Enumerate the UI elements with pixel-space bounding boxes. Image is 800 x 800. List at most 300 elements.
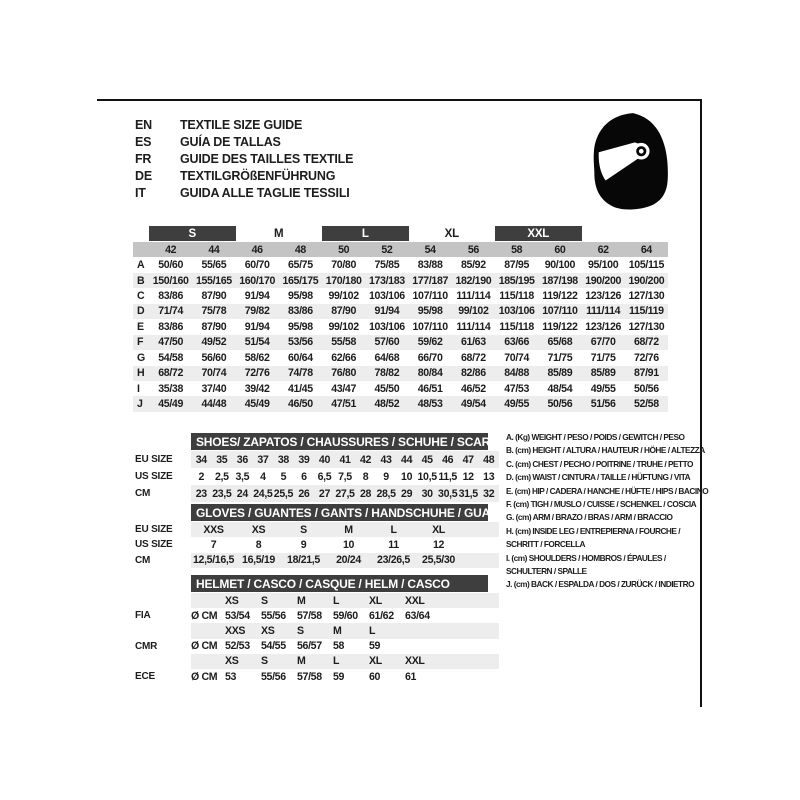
- shoes-value-cell: 10,5: [417, 470, 437, 483]
- size-value-cell: 103/106: [368, 320, 405, 333]
- helmet-value-cell: 60: [369, 670, 381, 683]
- size-column-header: 64: [625, 242, 668, 257]
- size-value-cell: 150/160: [149, 273, 192, 288]
- shoes-value-cell: 24,5: [253, 487, 273, 500]
- helmet-size-header: L: [333, 594, 340, 607]
- gloves-value-cell: XL: [432, 523, 445, 536]
- shoes-value-cell: 2: [198, 470, 205, 483]
- helmet-size-header: XS: [261, 624, 275, 637]
- size-value-cell: 95/100: [587, 259, 619, 272]
- size-value-cell: 115/118: [499, 320, 534, 333]
- helmet-value-cell: 56/57: [297, 640, 322, 653]
- helmet-size-header: L: [333, 655, 340, 668]
- language-line: [135, 150, 353, 167]
- shoes-value-cell: 41: [339, 453, 351, 466]
- gloves-value-cell: 8: [255, 538, 262, 551]
- helmet-size-header: XL: [369, 655, 382, 668]
- helmet-rows: [191, 593, 499, 684]
- helmet-size-header: S: [261, 655, 268, 668]
- helmet-size-header: M: [333, 624, 342, 637]
- size-value-cell: 70/80: [331, 259, 356, 272]
- size-value-cell: 107/110: [538, 304, 581, 319]
- gloves-row-label: CM: [135, 554, 151, 566]
- helmet-size-header: M: [297, 655, 306, 668]
- shoes-row-labels: [135, 451, 191, 502]
- size-value-cell: 127/130: [628, 320, 665, 333]
- shoes-value-cell: 23: [195, 487, 207, 500]
- helmet-sizes-row: [191, 593, 499, 608]
- size-value-cell: 127/130: [628, 290, 665, 303]
- legend-item: J. (cm) BACK / ESPALDA / DOS / ZURÜCK / INDIETRO: [506, 579, 695, 590]
- helmet-table-title: HELMET / CASCO / CASQUE / HELM / CASCO: [191, 575, 488, 592]
- size-value-cell: 87/90: [201, 320, 227, 333]
- size-value-cell: 45/50: [374, 382, 400, 395]
- helmet-size-header: M: [297, 594, 306, 607]
- shoes-value-cell: 12: [462, 470, 474, 483]
- helmet-table-body: [135, 593, 499, 684]
- size-value-cell: 95/98: [287, 290, 313, 303]
- shoes-row-label: EU SIZE: [135, 454, 173, 465]
- gloves-table-row: [191, 537, 499, 552]
- measure-row-letter: E: [137, 320, 144, 333]
- page-right-rule: [700, 99, 702, 707]
- size-group-spacer: [582, 226, 625, 241]
- size-group-spacer: [133, 226, 149, 241]
- size-value-cell: 60/64: [287, 351, 313, 364]
- gloves-table-body: [135, 522, 499, 568]
- shoes-value-cell: 4: [260, 470, 266, 483]
- size-value-cell: 72/76: [633, 351, 659, 364]
- size-value-cell: 80/84: [409, 366, 452, 381]
- size-value-cell: 75/78: [192, 304, 235, 319]
- size-value-cell: 107/110: [412, 290, 448, 303]
- gloves-table-row: [191, 522, 499, 537]
- helmet-unit-spacer: [191, 623, 225, 638]
- measure-row-letter: D: [133, 304, 149, 319]
- shoes-value-cell: 43: [380, 453, 392, 466]
- size-value-cell: 50/60: [158, 259, 183, 272]
- size-value-cell: 63/66: [495, 335, 538, 350]
- helmet-value-cell: 55/56: [261, 670, 286, 683]
- language-line: [135, 116, 353, 133]
- helmet-row-label-spacer: [135, 593, 191, 608]
- size-value-cell: 50/56: [633, 382, 659, 395]
- size-value-cell: 103/106: [495, 304, 538, 319]
- size-value-cell: 115/119: [625, 304, 668, 319]
- size-value-cell: 173/183: [365, 273, 408, 288]
- language-line: [135, 167, 353, 184]
- size-column-header: 62: [582, 242, 625, 257]
- measure-row-letter: F: [133, 335, 149, 350]
- size-value-cell: 82/86: [452, 366, 495, 381]
- size-value-cell: 95/98: [287, 320, 313, 333]
- gloves-value-cell: S: [300, 523, 307, 536]
- helmet-value-cell: 59: [333, 670, 345, 683]
- size-value-cell: 39/42: [244, 382, 270, 395]
- helmet-standard-label: CMR: [135, 640, 158, 652]
- shoes-value-cell: 3,5: [235, 470, 250, 483]
- size-value-cell: 72/76: [236, 366, 279, 381]
- size-value-cell: 85/92: [460, 259, 486, 272]
- size-value-cell: 111/114: [582, 304, 625, 319]
- size-value-cell: 44/48: [192, 396, 235, 411]
- gloves-row-label: US SIZE: [135, 539, 173, 551]
- shoes-value-cell: 5: [280, 470, 287, 483]
- language-line: [135, 133, 353, 150]
- size-value-cell: 160/170: [236, 273, 279, 288]
- size-value-cell: 190/200: [582, 273, 625, 288]
- shoes-value-cell: 28: [359, 487, 372, 500]
- shoes-value-cell: 39: [298, 453, 310, 466]
- helmet-row-label-spacer: [135, 623, 191, 638]
- size-value-cell: 55/65: [201, 259, 227, 272]
- legend-item: G. (cm) ARM / BRAZO / BRAS / ARM / BRACCIO: [506, 512, 673, 523]
- helmet-size-table: [135, 575, 499, 684]
- size-value-cell: 67/70: [582, 335, 625, 350]
- size-value-cell: 119/122: [542, 320, 578, 333]
- gloves-value-cell: L: [390, 523, 397, 536]
- helmet-unit-cell: Ø CM: [191, 609, 218, 622]
- gloves-value-cell: 20/24: [336, 554, 361, 567]
- shoes-value-cell: 26: [298, 487, 310, 500]
- size-value-cell: 71/75: [547, 351, 573, 364]
- size-value-cell: 83/88: [417, 259, 443, 272]
- measure-row-letter: G: [137, 351, 145, 364]
- page-top-rule: [97, 99, 702, 101]
- size-value-cell: 87/95: [504, 259, 529, 272]
- size-value-cell: 52/58: [625, 396, 668, 411]
- gloves-value-cell: 18/21,5: [287, 554, 320, 567]
- size-value-cell: 46/50: [279, 396, 322, 411]
- helmet-value-cell: 58: [333, 640, 345, 653]
- size-value-cell: 49/55: [590, 382, 616, 395]
- size-value-cell: 66/70: [417, 351, 443, 364]
- size-value-cell: 165/175: [279, 273, 322, 288]
- size-column-header: 44: [192, 242, 235, 257]
- size-column-header: 60: [538, 242, 581, 257]
- helmet-size-header: XXS: [225, 624, 246, 637]
- helmet-values-row: [191, 608, 499, 623]
- helmet-size-header: S: [297, 624, 304, 637]
- size-value-cell: 187/198: [538, 273, 581, 288]
- shoes-table-row: [191, 485, 499, 502]
- size-column-header: 52: [365, 242, 408, 257]
- size-value-cell: 48/52: [365, 396, 408, 411]
- size-value-cell: 48/54: [547, 382, 573, 395]
- size-value-cell: 71/75: [590, 351, 616, 364]
- size-group-label: XL: [444, 227, 459, 240]
- size-value-cell: 85/89: [582, 366, 625, 381]
- size-value-cell: 65/68: [538, 335, 581, 350]
- gloves-value-cell: XXS: [203, 523, 224, 536]
- guide-title: TEXTILGRÖßENFÜHRUNG: [180, 168, 336, 183]
- size-group-label: M: [274, 227, 284, 240]
- size-value-cell: 74/78: [279, 366, 322, 381]
- helmet-value-cell: 57/58: [297, 670, 322, 683]
- helmet-row-labels: [135, 593, 191, 684]
- legend-item: D. (cm) WAIST / CINTURA / TAILLE / HÜFTUNG / VITA: [506, 472, 691, 483]
- size-value-cell: 49/55: [495, 396, 538, 411]
- shoes-value-cell: 24: [236, 487, 248, 500]
- size-value-cell: 68/72: [149, 366, 192, 381]
- size-value-cell: 95/98: [409, 304, 452, 319]
- gloves-value-cell: M: [344, 523, 353, 536]
- shoes-value-cell: 8: [362, 470, 369, 483]
- size-value-cell: 49/52: [192, 335, 235, 350]
- measure-row-letter: B: [133, 273, 149, 288]
- size-value-cell: 105/115: [628, 259, 664, 272]
- size-value-cell: 46/51: [417, 382, 443, 395]
- size-value-cell: 182/190: [452, 273, 495, 288]
- gloves-row-labels: [135, 522, 191, 568]
- language-title-list: [135, 116, 353, 201]
- size-value-cell: 107/110: [412, 320, 448, 333]
- helmet-value-cell: 53/54: [225, 609, 250, 622]
- helmet-size-header: XS: [225, 655, 239, 668]
- helmet-size-header: XXL: [405, 655, 425, 668]
- measure-row-letter: I: [137, 382, 140, 395]
- helmet-unit-cell: Ø CM: [191, 670, 218, 683]
- size-value-cell: 37/40: [201, 382, 227, 395]
- gloves-value-cell: XS: [251, 523, 266, 536]
- gloves-value-cell: 25,5/30: [422, 554, 455, 567]
- legend-item: B. (cm) HEIGHT / ALTURA / HAUTEUR / HÖHE / ALTEZZA: [506, 445, 705, 456]
- size-value-cell: 60/70: [244, 259, 270, 272]
- size-value-cell: 87/90: [201, 290, 227, 303]
- gloves-table-row: [191, 553, 499, 568]
- size-value-cell: 61/63: [452, 335, 495, 350]
- language-code: DE: [135, 168, 152, 183]
- size-column-header: 54: [409, 242, 452, 257]
- size-group-label: S: [149, 226, 236, 241]
- shoes-table-row: [191, 468, 499, 485]
- size-value-cell: 91/94: [244, 290, 270, 303]
- shoes-value-cell: 38: [277, 453, 289, 466]
- size-column-header: 48: [279, 242, 322, 257]
- size-group-label: XXL: [495, 226, 582, 241]
- size-value-cell: 190/200: [625, 273, 668, 288]
- size-value-cell: 45/49: [236, 396, 279, 411]
- size-value-cell: 71/74: [149, 304, 192, 319]
- legend-item: SCHRITT / FORCELLA: [506, 539, 586, 550]
- helmet-sizes-row: [191, 623, 499, 638]
- helmet-value-cell: 61/62: [369, 609, 394, 622]
- size-value-cell: 83/86: [158, 290, 183, 303]
- legend-item: E. (cm) HIP / CADERA / HANCHE / HÜFTE / HIPS / BACINO: [506, 485, 709, 496]
- helmet-value-cell: 59: [369, 640, 381, 653]
- shoes-value-cell: 48: [483, 453, 495, 466]
- size-value-cell: 55/58: [322, 335, 365, 350]
- size-column-header: 42: [149, 242, 192, 257]
- size-value-cell: 185/195: [495, 273, 538, 288]
- textile-size-groups: [133, 226, 668, 241]
- helmet-value-cell: 54/55: [261, 640, 286, 653]
- shoes-value-cell: 2,5: [214, 470, 229, 483]
- size-value-cell: 115/118: [499, 290, 534, 303]
- helmet-size-header: L: [369, 624, 376, 637]
- size-value-cell: 91/94: [365, 304, 408, 319]
- legend-item: I. (cm) SHOULDERS / HOMBROS / ÉPAULES /: [506, 552, 666, 563]
- size-value-cell: 91/94: [244, 320, 270, 333]
- gloves-value-cell: 23/26,5: [377, 554, 410, 567]
- guide-title: GUÍA DE TALLAS: [180, 134, 281, 149]
- measurement-legend: [506, 431, 709, 592]
- size-value-cell: 170/180: [322, 273, 365, 288]
- shoes-rows: [191, 451, 499, 502]
- size-value-cell: 123/126: [585, 290, 622, 303]
- shoes-value-cell: 45: [421, 453, 433, 466]
- size-value-cell: 54/58: [158, 351, 183, 364]
- size-value-cell: 64/68: [374, 351, 400, 364]
- textile-rows: [133, 242, 668, 412]
- helmet-row-label-spacer: [135, 654, 191, 669]
- size-value-cell: 62/66: [331, 351, 356, 364]
- size-column-header: 50: [322, 242, 365, 257]
- shoes-value-cell: 28,5: [376, 487, 396, 500]
- helmet-size-header: XL: [369, 594, 382, 607]
- size-value-cell: 45/49: [149, 396, 192, 411]
- shoes-value-cell: 47: [462, 453, 474, 466]
- helmet-value-cell: 52/53: [225, 640, 250, 653]
- language-line: [135, 184, 353, 201]
- shoes-value-cell: 42: [359, 453, 372, 466]
- helmet-value-cell: 53: [225, 670, 237, 683]
- helmet-size-header: XS: [225, 594, 239, 607]
- shoes-value-cell: 32: [483, 487, 495, 500]
- shoes-value-cell: 35: [216, 453, 228, 466]
- size-value-cell: 83/86: [158, 320, 183, 333]
- language-code: ES: [135, 134, 152, 149]
- size-value-cell: 177/187: [409, 273, 452, 288]
- size-value-cell: 90/100: [544, 259, 576, 272]
- full-face-helmet-icon: [588, 112, 674, 210]
- size-value-cell: 99/102: [328, 290, 359, 303]
- shoes-value-cell: 25,5: [273, 487, 293, 500]
- size-value-cell: 123/126: [585, 320, 622, 333]
- shoes-value-cell: 13: [483, 470, 495, 483]
- helmet-size-header: S: [261, 594, 268, 607]
- size-value-cell: 83/86: [279, 304, 322, 319]
- shoes-value-cell: 7,5: [338, 470, 352, 483]
- size-value-cell: 87/90: [322, 304, 365, 319]
- size-value-cell: 155/165: [192, 273, 235, 288]
- size-value-cell: 111/114: [456, 290, 491, 303]
- language-code: IT: [135, 185, 146, 200]
- size-value-cell: 103/106: [368, 290, 405, 303]
- size-value-cell: 47/53: [504, 382, 529, 395]
- size-value-cell: 68/72: [625, 335, 668, 350]
- shoes-value-cell: 27: [318, 487, 330, 500]
- size-value-cell: 53/56: [279, 335, 322, 350]
- size-value-cell: 70/74: [192, 366, 235, 381]
- shoes-table-body: [135, 451, 499, 502]
- gloves-table-title: GLOVES / GUANTES / GANTS / HANDSCHUHE / GUANTI: [191, 504, 488, 521]
- legend-item: A. (Kg) WEIGHT / PESO / POIDS / GEWITCH / PESO: [506, 432, 685, 442]
- legend-item: C. (cm) CHEST / PECHO / POITRINE / TRUHE / PETTO: [506, 458, 693, 469]
- size-value-cell: 99/102: [328, 320, 359, 333]
- helmet-values-row: [191, 669, 499, 684]
- size-column-header: 46: [236, 242, 279, 257]
- shoes-row-label: CM: [135, 488, 151, 499]
- size-value-cell: 68/72: [460, 351, 486, 364]
- measure-row-letter: H: [133, 366, 149, 381]
- size-value-cell: 57/60: [365, 335, 408, 350]
- size-value-cell: 56/60: [201, 351, 227, 364]
- gloves-value-cell: 16,5/19: [242, 554, 275, 567]
- shoes-value-cell: 31,5: [458, 487, 478, 500]
- textile-size-table: [133, 226, 668, 412]
- helmet-standard-label: ECE: [135, 671, 155, 683]
- size-value-cell: 58/62: [244, 351, 270, 364]
- size-value-cell: 119/122: [542, 290, 578, 303]
- shoes-value-cell: 9: [383, 470, 389, 483]
- size-value-cell: 51/54: [236, 335, 279, 350]
- gloves-value-cell: 9: [300, 538, 307, 551]
- helmet-unit-spacer: [191, 593, 225, 608]
- size-value-cell: 84/88: [495, 366, 538, 381]
- shoes-value-cell: 27,5: [335, 487, 355, 500]
- gloves-size-table: [135, 504, 509, 568]
- shoes-value-cell: 29: [401, 487, 413, 500]
- helmet-value-cell: 61: [405, 670, 417, 683]
- shoes-value-cell: 36: [236, 453, 248, 466]
- gloves-value-cell: 10: [342, 538, 355, 551]
- size-value-cell: 48/53: [409, 396, 452, 411]
- helmet-value-cell: 59/60: [333, 609, 358, 622]
- shoes-value-cell: 34: [195, 453, 207, 466]
- legend-item: SCHULTERN / SPALLE: [506, 566, 587, 577]
- size-value-cell: 43/47: [331, 382, 356, 395]
- size-column-header: 58: [495, 242, 538, 257]
- shoes-value-cell: 37: [257, 453, 269, 466]
- size-value-cell: 79/82: [236, 304, 279, 319]
- gloves-rows: [191, 522, 499, 568]
- size-value-cell: 47/51: [322, 396, 365, 411]
- gloves-value-cell: 12,5/16,5: [192, 554, 235, 567]
- guide-title: GUIDE DES TAILLES TEXTILE: [180, 151, 354, 166]
- size-column-header: 56: [452, 242, 495, 257]
- shoes-value-cell: 11,5: [438, 470, 457, 483]
- shoes-value-cell: 6: [301, 470, 307, 483]
- size-value-cell: 59/62: [409, 335, 452, 350]
- size-value-cell: 35/38: [158, 382, 183, 395]
- helmet-size-header: XXL: [405, 594, 425, 607]
- size-value-cell: 78/82: [365, 366, 408, 381]
- helmet-value-cell: 57/58: [297, 609, 322, 622]
- shoes-size-table: [135, 433, 506, 502]
- size-header-corner: [133, 242, 149, 257]
- shoes-table-title: SHOES/ ZAPATOS / CHAUSSURES / SCHUHE / SCARPE: [191, 433, 488, 450]
- guide-title: GUIDA ALLE TAGLIE TESSILI: [180, 185, 350, 200]
- helmet-values-row: [191, 639, 499, 654]
- size-value-cell: 49/54: [452, 396, 495, 411]
- shoes-value-cell: 6,5: [317, 470, 332, 483]
- size-value-cell: 50/56: [538, 396, 581, 411]
- helmet-unit-spacer: [191, 654, 225, 669]
- measure-row-letter: C: [137, 290, 145, 303]
- size-value-cell: 41/45: [287, 382, 313, 395]
- size-value-cell: 47/50: [149, 335, 192, 350]
- shoes-value-cell: 44: [401, 453, 413, 466]
- gloves-value-cell: 7: [210, 538, 217, 551]
- helmet-unit-cell: Ø CM: [191, 640, 218, 653]
- helmet-value-cell: 55/56: [261, 609, 286, 622]
- size-value-cell: 76/80: [322, 366, 365, 381]
- legend-item: H. (cm) INSIDE LEG / ENTREPIERNA / FOURCHE /: [506, 525, 681, 536]
- gloves-value-cell: 11: [388, 538, 399, 551]
- shoes-value-cell: 10: [401, 470, 413, 483]
- size-value-cell: 51/56: [582, 396, 625, 411]
